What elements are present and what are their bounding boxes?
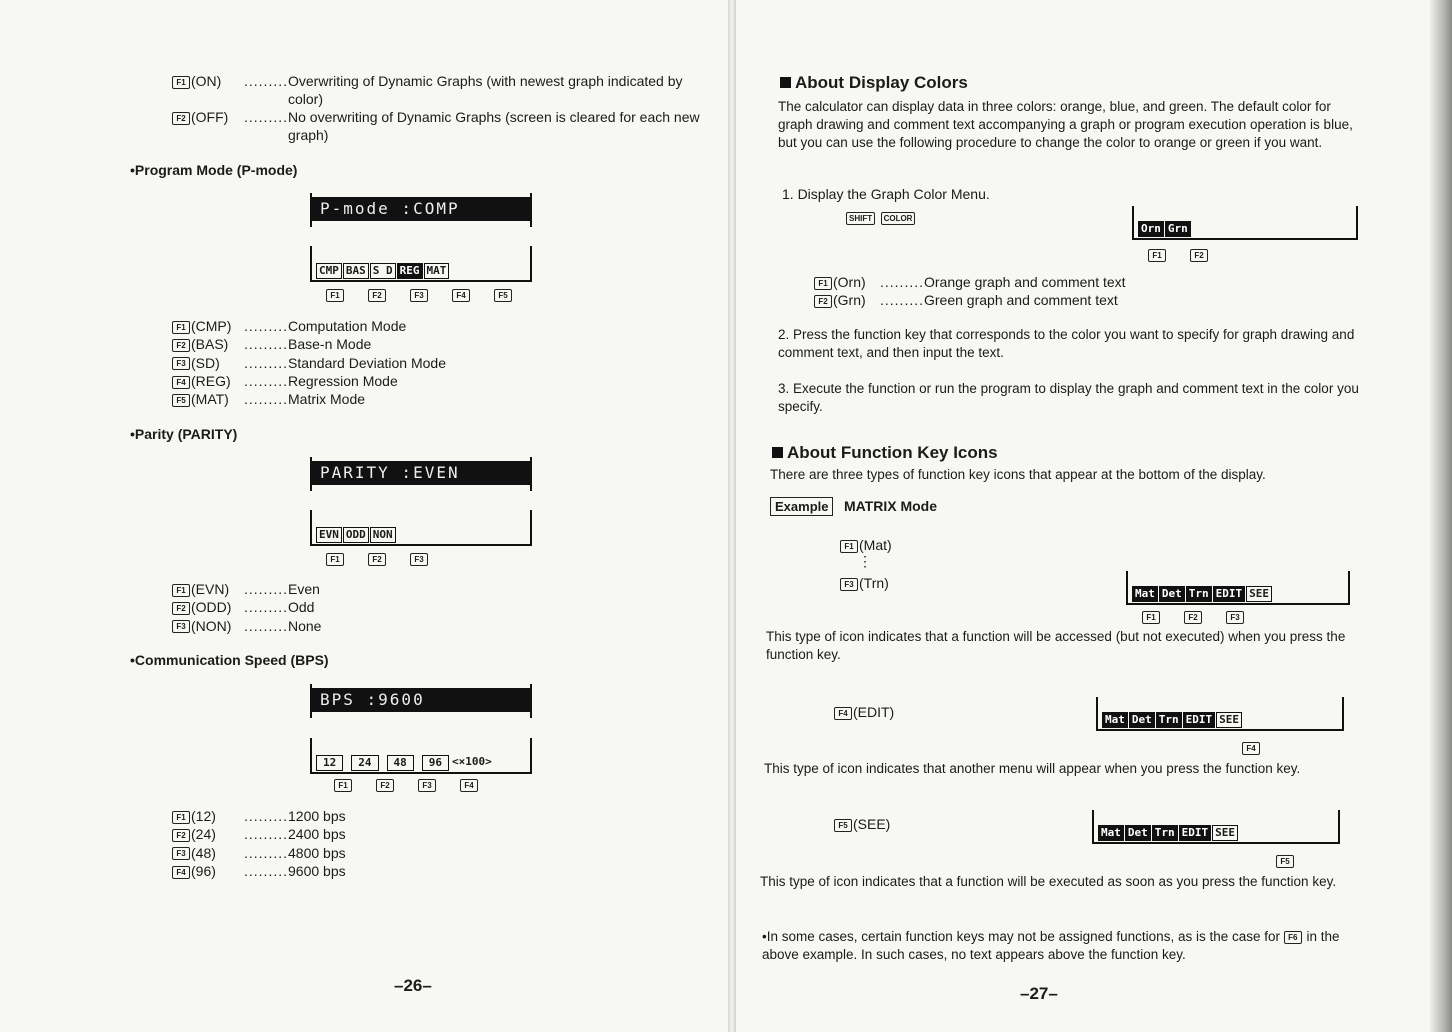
lcd-baseline xyxy=(312,544,530,546)
lcd-matrix-menu-1 xyxy=(1126,571,1350,605)
list-item: F3 (SD) ......... Standard Deviation Mode xyxy=(172,354,231,372)
f1-key-icon: F1 xyxy=(334,779,352,792)
list-item: F3 (48) ......... 4800 bps xyxy=(172,844,216,862)
f5-key-icon: F5 xyxy=(1276,855,1294,868)
item-mat: F1 (Mat) xyxy=(840,536,892,554)
menu-bas: BAS xyxy=(343,263,369,279)
shift-color-keys xyxy=(846,210,916,228)
menu-odd: ODD xyxy=(343,527,369,543)
function-menu: Mat Det Trn EDIT SEE xyxy=(1102,712,1243,728)
lcd-menu-pmode xyxy=(310,246,532,282)
icons-intro: There are three types of function key icons that appear at the bottom of the display. xyxy=(770,467,1266,482)
f2-key-icon: F2 xyxy=(172,602,190,615)
lcd-screen-parity xyxy=(310,457,532,491)
function-menu xyxy=(316,263,450,279)
menu-unit: <×100> xyxy=(452,755,492,768)
f3-key-icon: F3 xyxy=(172,847,190,860)
f2-key-icon: F2 xyxy=(1184,611,1202,624)
pmode-option-list xyxy=(172,317,446,408)
page-number: –27– xyxy=(1020,984,1058,1003)
f2-key-icon: F2 xyxy=(1190,249,1208,262)
lcd-baseline xyxy=(312,280,530,282)
list-item: F5 (MAT) ......... Matrix Mode xyxy=(172,390,231,408)
list-item: F2 (Grn) ......... Green graph and comment text xyxy=(814,291,866,309)
f1-key-icon: F1 xyxy=(172,811,190,824)
f1-key-icon: F1 xyxy=(814,277,832,290)
lcd-baseline xyxy=(1094,842,1338,844)
lcd-matrix-menu-2 xyxy=(1096,697,1344,731)
lcd-menu-bps xyxy=(310,738,532,774)
item-see: F5 (SEE) xyxy=(834,815,890,833)
menu-24: 24 xyxy=(351,755,378,771)
f3-key-icon: F3 xyxy=(410,553,428,566)
heading-function-key-icons: About Function Key Icons xyxy=(772,443,998,463)
heading-display-colors: About Display Colors xyxy=(780,73,968,93)
color-option-list xyxy=(814,273,1126,309)
lcd-color-menu xyxy=(1132,206,1358,240)
square-bullet-icon xyxy=(772,447,783,458)
f2-key-icon: F2 xyxy=(376,779,394,792)
list-item: F1 (EVN) ......... Even xyxy=(172,580,231,598)
menu-96: 96 xyxy=(422,755,449,771)
function-menu xyxy=(316,527,397,543)
lcd-screen-pmode xyxy=(310,193,532,227)
menu-12: 12 xyxy=(316,755,343,771)
lcd-status-line: PARITY :EVEN xyxy=(312,461,530,485)
f3-key-icon: F3 xyxy=(418,779,436,792)
section-heading-pmode: •Program Mode (P-mode) xyxy=(130,162,298,178)
f2-key-icon: F2 xyxy=(814,295,832,308)
list-item: F3 (NON) ......... None xyxy=(172,617,231,635)
lcd-screen-bps xyxy=(310,684,532,718)
option-description-cont: color) xyxy=(288,91,324,107)
list-item: F2 (BAS) ......... Base-n Mode xyxy=(172,335,231,353)
option-description: Overwriting of Dynamic Graphs (with newest graph indicated by xyxy=(288,73,683,89)
f4-key-icon: F4 xyxy=(834,707,852,720)
f4-key-icon: F4 xyxy=(172,866,190,879)
list-item: F2 (24) ......... 2400 bps xyxy=(172,825,216,843)
f1-key-icon: F1 xyxy=(172,321,190,334)
list-item: F1 (Orn) ......... Orange graph and comment text xyxy=(814,273,866,291)
fkey-row xyxy=(326,553,452,566)
list-item: F4 (REG) ......... Regression Mode xyxy=(172,372,231,390)
f4-key-marker xyxy=(1242,740,1261,758)
leader-dots: ......... xyxy=(244,73,289,89)
f1-key-icon: F1 xyxy=(840,540,858,553)
f2-key-icon: F2 xyxy=(172,829,190,842)
leader-dots: ......... xyxy=(244,109,289,125)
page-edge-shadow xyxy=(1430,0,1452,1032)
menu-orn: Orn xyxy=(1138,221,1164,237)
step-2: 2. Press the function key that corresponds to the color you want to specify for graph drawing and comment text, and then input the text. xyxy=(778,327,1355,360)
option-description: No overwriting of Dynamic Graphs (screen is cleared for each new xyxy=(288,109,700,125)
f4-key-icon: F4 xyxy=(452,289,470,302)
lcd-matrix-menu-3 xyxy=(1092,810,1340,844)
f6-key-icon: F6 xyxy=(1284,931,1302,944)
right-page xyxy=(730,0,1452,1032)
fkey-row xyxy=(1142,611,1268,624)
lcd-baseline xyxy=(1134,238,1356,240)
f4-key-icon: F4 xyxy=(1242,742,1260,755)
menu-reg: REG xyxy=(397,263,423,279)
icon-type-2-description: This type of icon indicates that another menu will appear when you press the function key. xyxy=(764,761,1301,776)
f4-key-icon: F4 xyxy=(172,376,190,389)
f2-key-icon: F2 xyxy=(368,289,386,302)
section-heading-bps: •Communication Speed (BPS) xyxy=(130,652,329,668)
f4-key-icon: F4 xyxy=(460,779,478,792)
ellipsis-vertical: ⋮ xyxy=(858,553,872,569)
list-item: F4 (96) ......... 9600 bps xyxy=(172,862,216,880)
lcd-menu-parity xyxy=(310,510,532,546)
list-item: F1 (12) ......... 1200 bps xyxy=(172,807,216,825)
lcd-baseline xyxy=(1128,603,1348,605)
footnote: •In some cases, certain function keys may not be assigned functions, as is the case for F6 in the above example. In such cases, no text appears above the function key. xyxy=(762,929,1340,962)
list-item: F1 (CMP) ......... Computation Mode xyxy=(172,317,231,335)
f3-key-icon: F3 xyxy=(840,578,858,591)
fkey-row xyxy=(1148,249,1232,262)
lcd-baseline xyxy=(312,772,530,774)
item-edit: F4 (EDIT) xyxy=(834,703,894,721)
example-label: Example MATRIX Mode xyxy=(770,497,937,516)
lcd-status-line: P-mode :COMP xyxy=(312,197,530,221)
menu-cmp: CMP xyxy=(316,263,342,279)
f1-key-icon: F1 xyxy=(326,553,344,566)
section-heading-parity: •Parity (PARITY) xyxy=(130,426,238,442)
menu-grn: Grn xyxy=(1165,221,1191,237)
menu-sd: S D xyxy=(370,263,396,279)
parity-option-list xyxy=(172,580,322,635)
f3-key-icon: F3 xyxy=(410,289,428,302)
f2-key-icon: F2 xyxy=(172,339,190,352)
option-off: F2 (OFF) xyxy=(172,108,228,126)
f2-key-icon: F2 xyxy=(368,553,386,566)
f2-key-icon: F2 xyxy=(172,112,190,125)
square-bullet-icon xyxy=(780,77,791,88)
f1-key-icon: F1 xyxy=(1148,249,1166,262)
fkey-row xyxy=(326,289,536,302)
shift-key-icon: SHIFT xyxy=(846,212,875,225)
f3-key-icon: F3 xyxy=(172,357,190,370)
bps-option-list xyxy=(172,807,346,880)
option-on: F1 (ON) xyxy=(172,72,221,90)
f5-key-icon: F5 xyxy=(834,819,852,832)
page-number: –26– xyxy=(394,976,432,995)
fkey-row xyxy=(334,779,502,792)
color-key-icon: COLOR xyxy=(881,212,916,225)
icon-type-1-description: This type of icon indicates that a function will be accessed (but not executed) when you press the function key. xyxy=(766,629,1346,662)
f5-key-marker xyxy=(1276,853,1295,871)
f1-key-icon: F1 xyxy=(172,584,190,597)
menu-evn: EVN xyxy=(316,527,342,543)
step-1: 1. Display the Graph Color Menu. xyxy=(782,186,990,202)
f5-key-icon: F5 xyxy=(172,394,190,407)
function-menu: Mat Det Trn EDIT SEE xyxy=(1098,825,1239,841)
menu-48: 48 xyxy=(387,755,414,771)
f3-key-icon: F3 xyxy=(1226,611,1244,624)
menu-mat: MAT xyxy=(424,263,450,279)
f5-key-icon: F5 xyxy=(494,289,512,302)
function-menu: Mat Det Trn EDIT SEE xyxy=(1132,586,1273,602)
option-description-cont: graph) xyxy=(288,127,329,143)
icon-type-3-description: This type of icon indicates that a function will be executed as soon as you press the function key. xyxy=(760,874,1337,889)
lcd-baseline xyxy=(1098,729,1342,731)
function-menu xyxy=(1138,221,1192,237)
f1-key-icon: F1 xyxy=(172,76,190,89)
item-trn: F3 (Trn) xyxy=(840,574,889,592)
f1-key-icon: F1 xyxy=(1142,611,1160,624)
menu-non: NON xyxy=(370,527,396,543)
f3-key-icon: F3 xyxy=(172,620,190,633)
lcd-status-line: BPS :9600 xyxy=(312,688,530,712)
f1-key-icon: F1 xyxy=(326,289,344,302)
list-item: F2 (ODD) ......... Odd xyxy=(172,598,231,616)
colors-paragraph: The calculator can display data in three colors: orange, blue, and green. The default color for graph drawing and comment text accompanying a graph or program execution operation is blue, but you can use the following procedure to change the color to orange or green if you want. xyxy=(778,99,1353,150)
function-menu xyxy=(316,755,495,771)
step-3: 3. Execute the function or run the program to display the graph and comment text in the color you specify. xyxy=(778,381,1359,414)
